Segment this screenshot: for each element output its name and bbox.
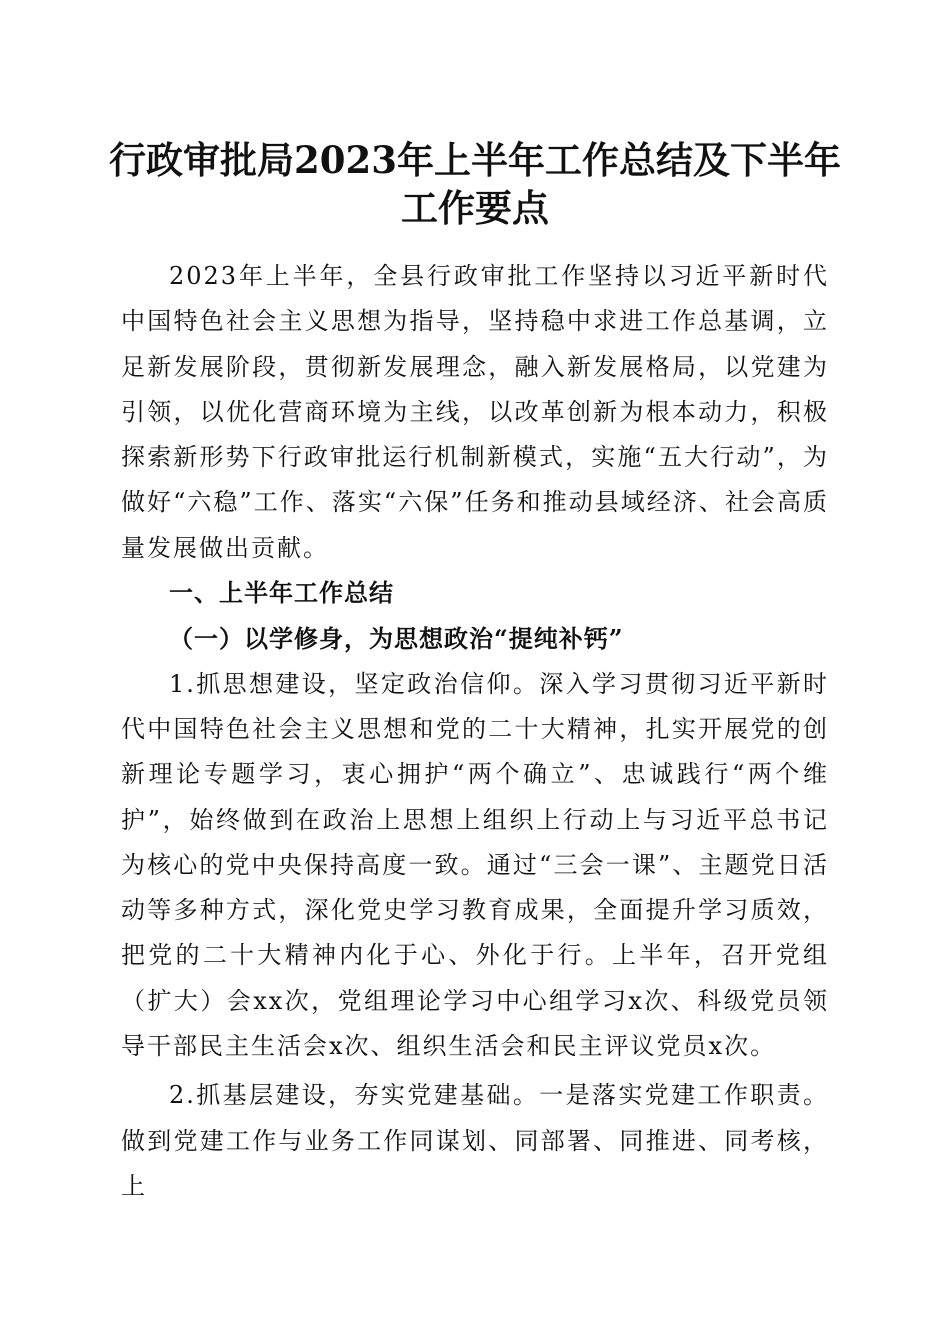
intro-paragraph: 2023年上半年，全县行政审批工作坚持以习近平新时代中国特色社会主义思想为指导，坚持稳中求进工作总基调，立足新发展阶段，贯彻新发展理念，融入新发展格局，以党建为引领，以优化营商环境为主线，以改革创新为根本动力，积极探索新形势下行政审批运行机制新模式，实施“五大行动”，为做好“六稳”工作、落实“六保”任务和推动县域经济、社会高质量发展做出贡献。 [121, 262, 829, 562]
document-body [121, 254, 829, 1209]
title-line-1: 行政审批局2023年上半年工作总结及下半年 [109, 138, 841, 182]
subsection-heading: （一）以学修身，为思想政治“提纯补钙” [169, 624, 624, 654]
item-paragraph-1: 1.抓思想建设，坚定政治信仰。深入学习贯彻习近平新时代中国特色社会主义思想和党的二十大精神，扎实开展党的创新理论专题学习，衷心拥护“两个确立”、忠诚践行“两个维护”，始终做到在政治上思想上组织上行动上与习近平总书记为核心的党中央保持高度一致。通过“三会一课”、主题党日活动等多种方式，深化党史学习教育成果，全面提升学习质效，把党的二十大精神内化于心、外化于行。上半年，召开党组（扩大）会xx次，党组理论学习中心组学习x次、科级党员领导干部民主生活会x次、组织生活会和民主评议党员x次。 [121, 669, 829, 1061]
item-paragraph-2: 2.抓基层建设，夯实党建基础。一是落实党建工作职责。做到党建工作与业务工作同谋划、同部署、同推进、同考核，上 [121, 1081, 829, 1200]
section-heading: 一、上半年工作总结 [169, 579, 394, 608]
document-title [100, 136, 850, 232]
title-line-2: 工作要点 [401, 186, 549, 230]
